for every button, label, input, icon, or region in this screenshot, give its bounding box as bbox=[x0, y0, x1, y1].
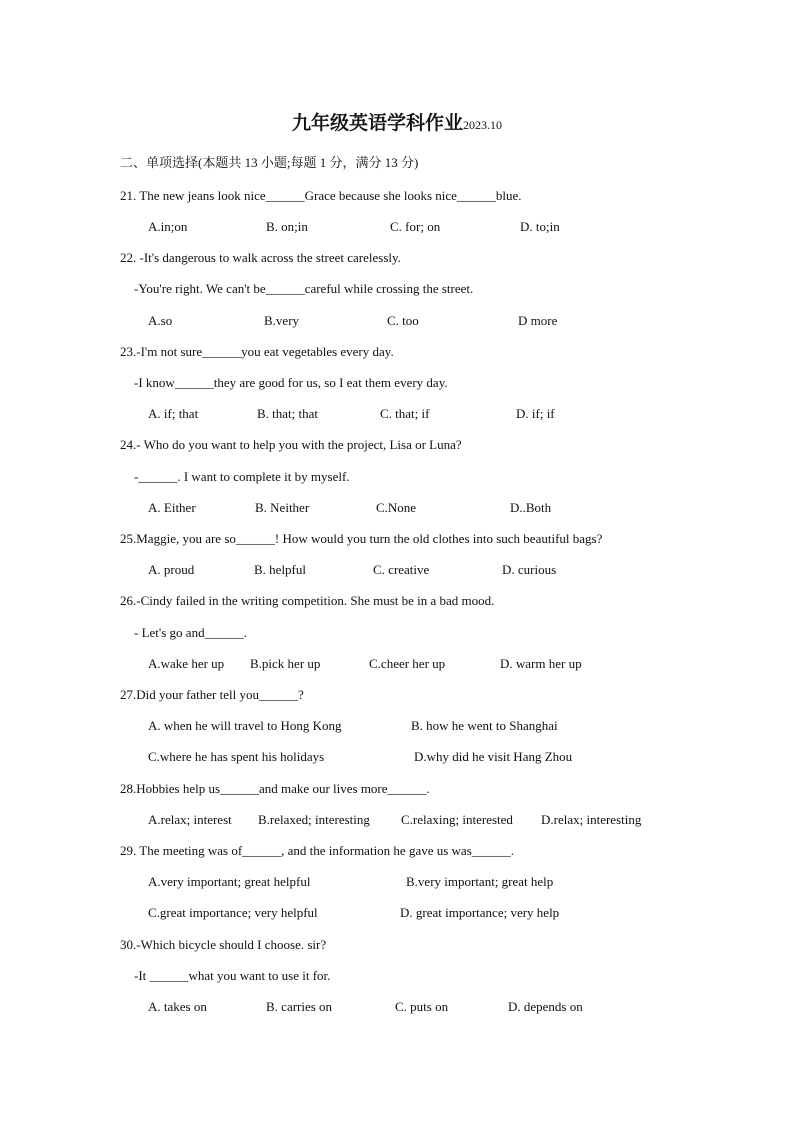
question-22-stem: 22. -It's dangerous to walk across the street carelessly. bbox=[120, 250, 401, 265]
option-b: B. how he went to Shanghai bbox=[411, 718, 558, 733]
option-a: A.wake her up bbox=[148, 656, 225, 671]
option-c: C. that; if bbox=[380, 406, 430, 421]
option-d: D. depends on bbox=[508, 999, 583, 1014]
option-d: D.why did he visit Hang Zhou bbox=[414, 749, 573, 764]
question-23-stem: 23.-I'm not sure______you eat vegetables every day. bbox=[120, 344, 394, 359]
question-24-reply: -______. I want to complete it by myself. bbox=[134, 469, 350, 484]
question-28-stem: 28.Hobbies help us______and make our lives more______. bbox=[120, 781, 430, 796]
option-b: B.relaxed; interesting bbox=[258, 812, 370, 827]
option-a: A.so bbox=[148, 313, 173, 328]
question-26-options bbox=[0, 656, 794, 674]
option-d: D more bbox=[518, 313, 558, 328]
question-24-options bbox=[0, 500, 794, 518]
question-25-stem: 25.Maggie, you are so______! How would you turn the old clothes into such beautiful bags? bbox=[120, 531, 603, 546]
option-b: B. Neither bbox=[255, 500, 310, 515]
option-c: C.None bbox=[376, 500, 417, 515]
section-heading: 二、单项选择(本题共 13 小题;每题 1 分，满分 13 分) bbox=[120, 155, 419, 170]
question-23-reply: -I know______they are good for us, so I eat them every day. bbox=[134, 375, 448, 390]
option-d: D..Both bbox=[510, 500, 552, 515]
option-a: A. proud bbox=[148, 562, 195, 577]
question-29-options-row-2 bbox=[0, 905, 794, 923]
question-21-stem: 21. The new jeans look nice______Grace because she looks nice______blue. bbox=[120, 188, 522, 203]
option-a: A.relax; interest bbox=[148, 812, 232, 827]
option-d: D. curious bbox=[502, 562, 557, 577]
question-30-stem: 30.-Which bicycle should I choose. sir? bbox=[120, 937, 327, 952]
question-27-options-row-1 bbox=[0, 718, 794, 736]
option-c: C.great importance; very helpful bbox=[148, 905, 318, 920]
option-a: A. takes on bbox=[148, 999, 207, 1014]
question-22-reply: -You're right. We can't be______careful while crossing the street. bbox=[134, 281, 474, 296]
question-30-reply: -It ______what you want to use it for. bbox=[134, 968, 331, 983]
option-c: C. puts on bbox=[395, 999, 449, 1014]
option-d: D. if; if bbox=[516, 406, 555, 421]
option-a: A. when he will travel to Hong Kong bbox=[148, 718, 342, 733]
option-c: C. too bbox=[387, 313, 419, 328]
question-25-options bbox=[0, 562, 794, 580]
question-27-stem: 27.Did your father tell you______? bbox=[120, 687, 304, 702]
question-24-stem: 24.- Who do you want to help you with the project, Lisa or Luna? bbox=[120, 437, 462, 452]
option-b: B. that; that bbox=[257, 406, 319, 421]
title-text: 九年级英语学科作业 bbox=[291, 113, 463, 134]
option-b: B. helpful bbox=[254, 562, 306, 577]
question-21-options bbox=[0, 219, 794, 237]
option-b: B.pick her up bbox=[250, 656, 321, 671]
question-26-stem: 26.-Cindy failed in the writing competition. She must be in a bad mood. bbox=[120, 593, 495, 608]
option-c: C. creative bbox=[373, 562, 430, 577]
option-d: D. warm her up bbox=[500, 656, 582, 671]
option-a: A. if; that bbox=[148, 406, 199, 421]
option-c: C. for; on bbox=[390, 219, 441, 234]
question-22-options bbox=[0, 313, 794, 331]
question-29-options-row-1 bbox=[0, 874, 794, 892]
question-28-options bbox=[0, 812, 794, 830]
question-26-reply: - Let's go and______. bbox=[134, 625, 247, 640]
page-title bbox=[0, 108, 794, 135]
option-b: B.very important; great help bbox=[406, 874, 554, 889]
question-30-options bbox=[0, 999, 794, 1017]
question-29-stem: 29. The meeting was of______, and the information he gave us was______. bbox=[120, 843, 515, 858]
option-a: A.very important; great helpful bbox=[148, 874, 311, 889]
option-c: C.relaxing; interested bbox=[401, 812, 513, 827]
option-d: D. great importance; very help bbox=[400, 905, 560, 920]
option-b: B. carries on bbox=[266, 999, 333, 1014]
option-b: B. on;in bbox=[266, 219, 308, 234]
option-b: B.very bbox=[264, 313, 300, 328]
question-27-options-row-2 bbox=[0, 749, 794, 767]
option-a: A.in;on bbox=[148, 219, 188, 234]
option-d: D.relax; interesting bbox=[541, 812, 642, 827]
title-date: 2023.10 bbox=[463, 118, 502, 132]
option-c: C.where he has spent his holidays bbox=[148, 749, 325, 764]
option-c: C.cheer her up bbox=[369, 656, 446, 671]
option-d: D. to;in bbox=[520, 219, 560, 234]
option-a: A. Either bbox=[148, 500, 196, 515]
question-23-options bbox=[0, 406, 794, 424]
